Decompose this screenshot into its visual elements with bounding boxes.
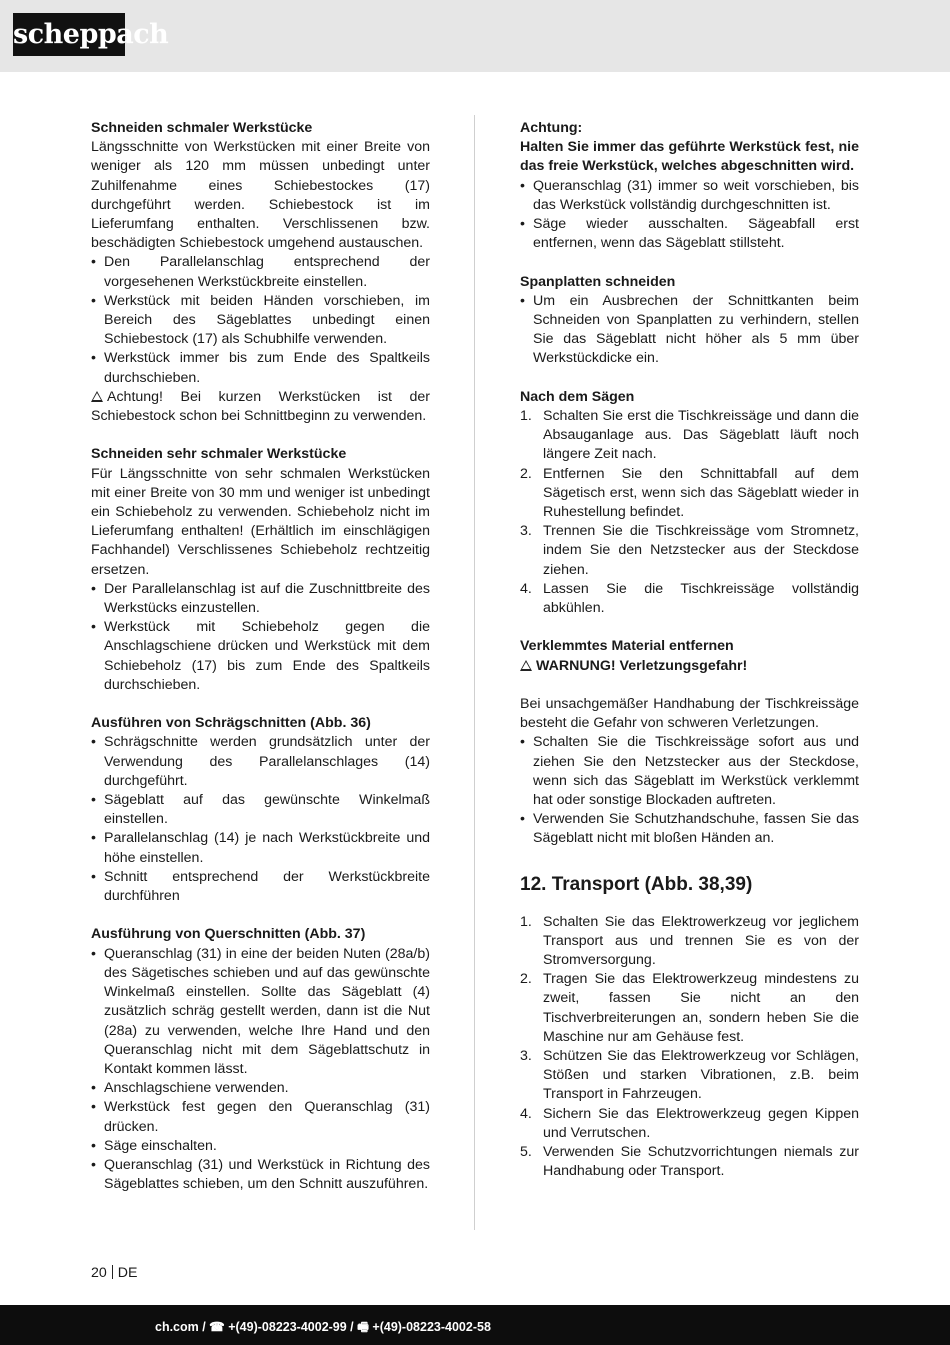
- column-divider: [474, 115, 475, 1230]
- list-item: 1. Schalten Sie erst die Tischkreissäge und dann die Absauganlage aus. Das Sägeblatt läuft noch längere Zeit nach.: [520, 408, 859, 463]
- warning-icon: [520, 660, 532, 671]
- bullet-list: [91, 253, 430, 387]
- bullet-list: [520, 292, 859, 369]
- list-item: • Anschlagschiene verwenden.: [91, 1079, 430, 1098]
- header-bar: [0, 0, 950, 72]
- list-item: 3. Trennen Sie die Tischkreissäge vom Stromnetz, indem Sie den Netzstecker aus der Steckdose ziehen.: [520, 523, 859, 578]
- list-item: • Werkstück immer bis zum Ende des Spaltkeils durchschieben.: [91, 349, 430, 387]
- bold-warning-text: Halten Sie immer das geführte Werkstück fest, nie das freie Werkstück, welches abgeschnitten wird.: [520, 139, 859, 175]
- list-item: 2. Tragen Sie das Elektrowerkzeug mindestens zu zweit, fassen Sie nicht an den Tischverbreiterungen an, sondern heben Sie die Maschine nur am Gehäuse fest.: [520, 971, 859, 1045]
- warning-note: [91, 388, 430, 426]
- warning-line: WARNUNG! Verletzungsgefahr!: [520, 657, 859, 676]
- section-title: Spanplatten schneiden: [520, 273, 676, 290]
- section-text: Bei unsachgemäßer Handhabung der Tischkreissäge besteht die Gefahr von schweren Verletzungen.: [520, 696, 859, 732]
- list-item: • Werkstück mit beiden Händen vorschieben, im Bereich des Sägeblattes unbedingt einen Schiebestock (17) als Schubhilfe verwenden.: [91, 292, 430, 350]
- list-item: • Den Parallelanschlag entsprechend der vorgesehenen Werkstückbreite einstellen.: [91, 253, 430, 291]
- numbered-list: [520, 913, 859, 1182]
- list-item: 2. Entfernen Sie den Schnittabfall auf dem Sägetisch erst, wenn sich das Sägeblatt wieder in Ruhestellung befindet.: [520, 465, 859, 521]
- warning-note-text: Achtung! Bei kurzen Werkstücken ist der Schiebestock schon bei Schnittbeginn zu verwenden.: [91, 388, 430, 425]
- list-item: • Werkstück fest gegen den Queranschlag (31) drücken.: [91, 1098, 430, 1136]
- right-column: [520, 119, 859, 1182]
- list-item: 1. Schalten Sie das Elektrowerkzeug vor jeglichem Transport aus und trennen Sie es von der Stromversorgung.: [520, 913, 859, 969]
- list-item: • Säge einschalten.: [91, 1137, 430, 1156]
- list-item: 5. Verwenden Sie Schutzvorrichtungen niemals zur Handhabung oder Transport.: [520, 1144, 859, 1180]
- bullet-list: [91, 945, 430, 1195]
- list-item: 4. Sichern Sie das Elektrowerkzeug gegen Kippen und Verrutschen.: [520, 1105, 859, 1141]
- list-item: • Schnitt entsprechend der Werkstückbreite durchführen: [91, 868, 430, 906]
- page-number: 20 DE: [91, 1265, 138, 1281]
- list-item: • Der Parallelanschlag ist auf die Zuschnittbreite des Werkstücks einzustellen.: [91, 580, 430, 618]
- section-title: Ausführen von Schrägschnitten (Abb. 36): [91, 715, 371, 732]
- list-item: 3. Schützen Sie das Elektrowerkzeug vor Schlägen, Stößen und starken Vibrationen, z.B. beim Transport in Fahrzeugen.: [520, 1048, 859, 1103]
- list-item: • Parallelanschlag (14) je nach Werkstückbreite und höhe einstellen.: [91, 829, 430, 867]
- bullet-list: [91, 733, 430, 906]
- contact-info: ch.com / ☎ +(49)-08223-4002-99 / 🖷 +(49)-08223-4002-58: [155, 1320, 491, 1334]
- section-text: Längsschnitte von Werkstücken mit einer Breite von weniger als 120 mm müssen unbedingt unter Zuhilfenahme eines Schiebestockes (17) durchgeführt werden. Schiebestock ist im Lieferumfang enthalten. Verschlissenen bzw. beschädigten Schiebestock umgehend austauschen.: [91, 139, 430, 252]
- list-item: • Säge wieder ausschalten. Sägeabfall erst entfernen, wenn das Sägeblatt stillsteht.: [520, 215, 859, 253]
- section-title: Schneiden sehr schmaler Werkstücke: [91, 446, 347, 463]
- numbered-list: [520, 407, 859, 618]
- brand-logo: scheppach: [13, 13, 125, 56]
- list-item: • Queranschlag (31) in eine der beiden Nuten (28a/b) des Sägetisches schieben und auf das gewünschte Winkelmaß einstellen. Sollte das Sägeblatt (4) zusätzlich schräg gestellt werden, dann ist die Nut (28a) zu verwenden, welche Ihre Hand und den Queranschlag nicht mit dem Sägeblattschutz in Kontakt kommen lässt.: [91, 945, 430, 1079]
- bullet-list: [520, 177, 859, 254]
- section-text: Für Längsschnitte von sehr schmalen Werkstücken mit einer Breite von 30 mm und weniger ist unbedingt ein Schiebeholz zu verwenden. Schiebeholz nicht im Lieferumfang enthalten! (Erhältlich im einschlägigen Fachhandel) Verschlissenes Schiebeholz rechtzeitig ersetzen.: [91, 465, 430, 578]
- list-item: • Queranschlag (31) und Werkstück in Richtung des Sägeblattes schieben, um den Schnitt auszuführen.: [91, 1156, 430, 1194]
- list-item: • Sägeblatt auf das gewünschte Winkelmaß einstellen.: [91, 791, 430, 829]
- bullet-list: [520, 733, 859, 848]
- list-item: • Werkstück mit Schiebeholz gegen die Anschlagschiene drücken und Werkstück mit dem Schiebeholz (17) bis zum Ende des Spaltkeils durchschieben.: [91, 618, 430, 695]
- section-title: Achtung:: [520, 120, 583, 136]
- list-item: • Queranschlag (31) immer so weit vorschieben, bis das Werkstück vollständig durchgeschnitten ist.: [520, 177, 859, 215]
- section-title: Ausführung von Querschnitten (Abb. 37): [91, 926, 366, 943]
- list-item: • Um ein Ausbrechen der Schnittkanten beim Schneiden von Spanplatten zu verhindern, stellen Sie das Sägeblatt nicht höher als 5 mm über Werkstückdicke ein.: [520, 292, 859, 369]
- list-item: • Verwenden Sie Schutzhandschuhe, fassen Sie das Sägeblatt nicht mit bloßen Händen an.: [520, 810, 859, 848]
- section-title: Nach dem Sägen: [520, 388, 635, 405]
- left-column: [91, 119, 430, 1194]
- list-item: • Schalten Sie die Tischkreissäge sofort aus und ziehen Sie den Netzstecker aus der Steckdose, wenn sich das Sägeblatt im Werkstück verklemmt hat oder sonstige Blockaden auftreten.: [520, 733, 859, 810]
- section-title: Verklemmtes Material entfernen: [520, 638, 734, 655]
- bullet-list: [91, 580, 430, 695]
- list-item: • Schrägschnitte werden grundsätzlich unter der Verwendung des Parallelanschlages (14) durchgeführt.: [91, 733, 430, 791]
- list-item: 4. Lassen Sie die Tischkreissäge vollständig abkühlen.: [520, 580, 859, 617]
- chapter-heading: 12. Transport (Abb. 38,39): [520, 873, 753, 895]
- warning-icon: [91, 391, 103, 402]
- section-title: Schneiden schmaler Werkstücke: [91, 120, 313, 136]
